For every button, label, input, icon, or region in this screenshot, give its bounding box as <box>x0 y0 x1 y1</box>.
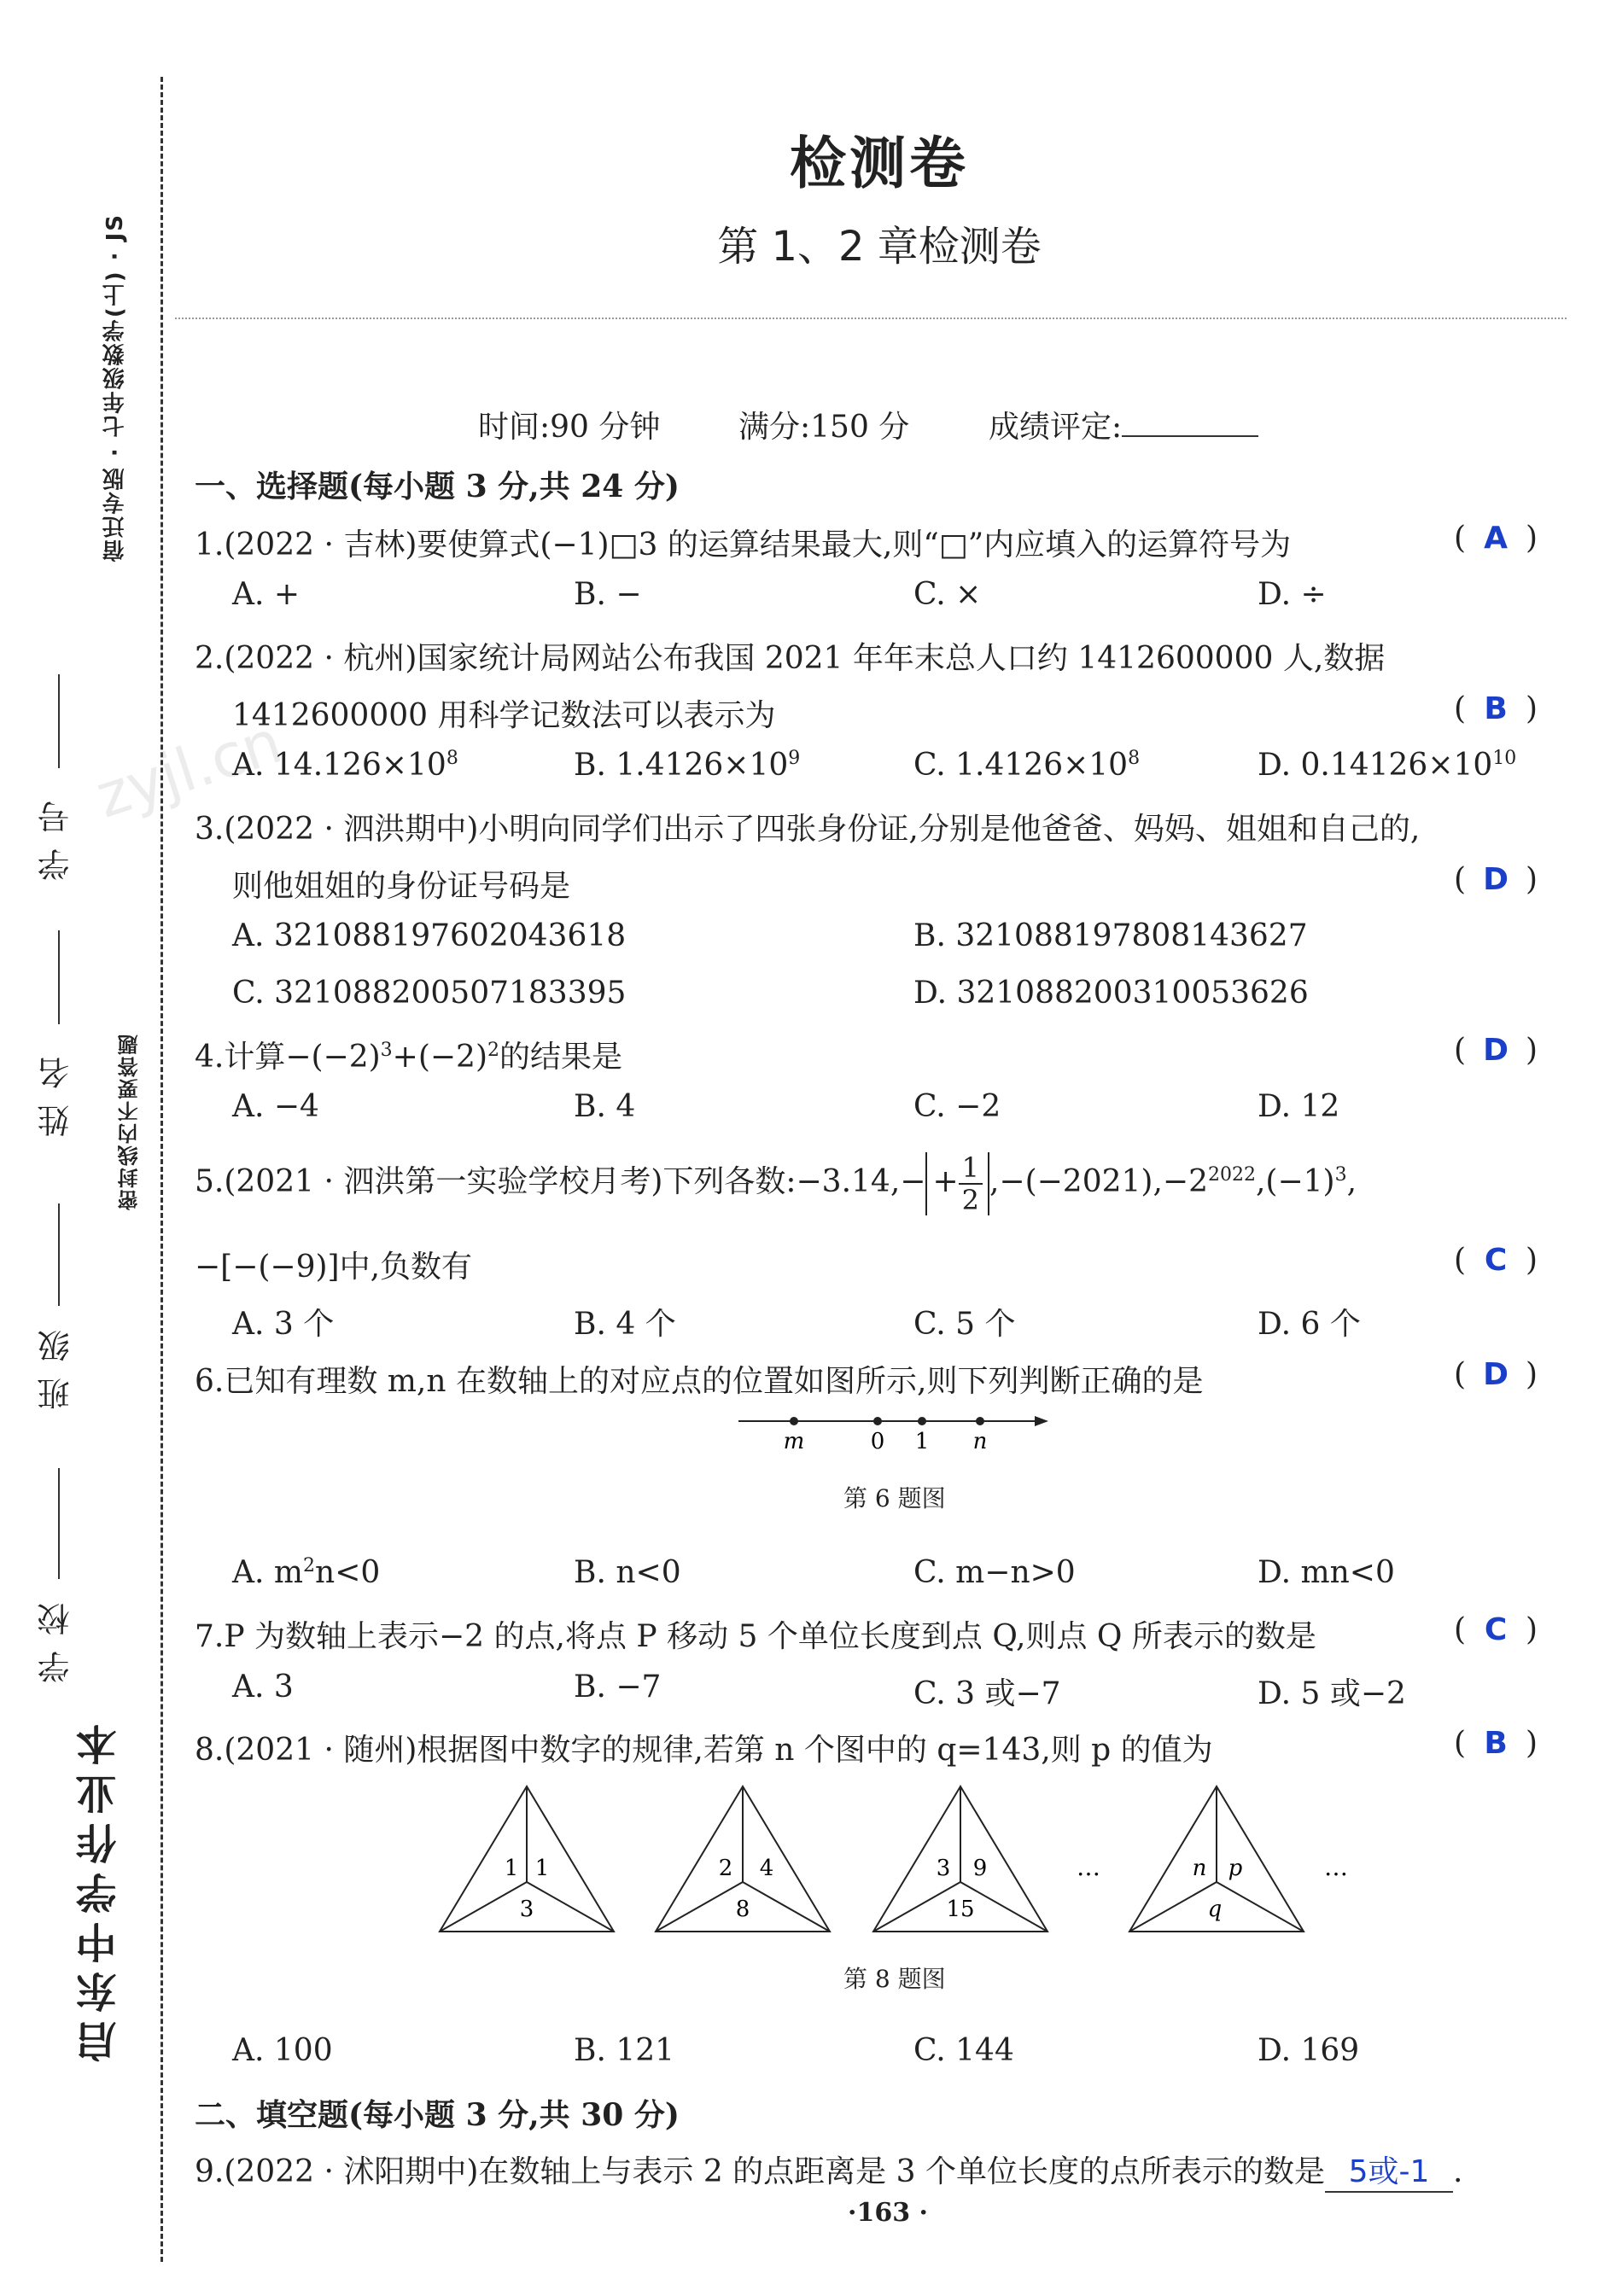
q2-option-c: C. $1.4126\times 10^8$ <box>913 748 1141 783</box>
class-line <box>58 1203 60 1306</box>
q1-answer-bracket: ( A ) <box>1454 521 1538 556</box>
q2-option-d: D. $0.14126\times 10^{10}$ <box>1258 748 1517 783</box>
q6-option-c: C. m−n>0 <box>913 1555 1076 1590</box>
q6-option-a: A. $m^2n<0$ <box>232 1555 381 1590</box>
q9-stem-row: 9.(2022 · 沭阳期中)在数轴上与表示 2 的点距离是 3 个单位长度的点所表示的数是 5或-1 . <box>195 2147 1462 2193</box>
series-name: 启东中学作业本 <box>76 1716 124 2062</box>
header-divider <box>175 318 1567 319</box>
q4-stem: 4.计算$-(-2)^3+(-2)^2$的结果是 <box>195 1040 623 1075</box>
q3-option-d: D. 321088200310053626 <box>913 976 1309 1011</box>
q6-answer: D <box>1483 1357 1509 1392</box>
q6-stem: 6.已知有理数 m,n 在数轴上的对应点的位置如图所示,则下列判断正确的是 <box>195 1364 1204 1399</box>
q3-stem-line2: 则他姐姐的身份证号码是 <box>232 869 571 904</box>
exam-time: 时间:90 分钟 <box>478 410 661 445</box>
q4-option-d: D. 12 <box>1258 1089 1340 1124</box>
q4-option-b: B. 4 <box>574 1089 636 1124</box>
q6-number-line <box>734 1404 1059 1455</box>
q5-option-b: B. 4 个 <box>574 1307 676 1342</box>
q3-option-c: C. 321088200507183395 <box>232 976 627 1011</box>
triangle-1 <box>440 1786 614 1932</box>
q5-absolute-value: + $\frac{1}{2}$ <box>925 1152 989 1215</box>
seal-note: 密封线内不要答题 <box>118 1033 142 1210</box>
triangle-3 <box>873 1786 1048 1932</box>
q8-option-b: B. 121 <box>574 2033 675 2068</box>
page-title: 检测卷 <box>790 131 969 196</box>
q9-fill-answer[interactable]: 5或-1 <box>1325 2147 1453 2193</box>
q1-option-a: A. + <box>232 577 301 612</box>
triangle-n-right: p <box>1228 1856 1243 1881</box>
point-1 <box>918 1417 926 1425</box>
q2-option-a: A. $14.126\times 10^8$ <box>232 748 458 783</box>
name-line <box>58 930 60 1024</box>
q6-option-b: B. n<0 <box>574 1555 681 1590</box>
q8-option-d: D. 169 <box>1258 2033 1360 2068</box>
page-number: ·163 · <box>848 2198 928 2228</box>
q4-answer-bracket: ( D ) <box>1454 1033 1538 1068</box>
student-no-label: 学号 <box>38 785 75 881</box>
section-2-title: 二、填空题(每小题 3 分,共 30 分) <box>195 2097 680 2133</box>
q4-option-c: C. −2 <box>913 1089 1001 1124</box>
q2-stem-line2: 1412600000 用科学记数法可以表示为 <box>232 698 776 733</box>
q8-caption: 第 8 题图 <box>843 1965 946 1993</box>
school-line <box>58 1468 60 1579</box>
label-0: 0 <box>870 1429 885 1454</box>
edition-label: 宿迁专版 · 七年级数学(上) · JS <box>102 213 128 562</box>
q8-option-c: C. 144 <box>913 2033 1014 2068</box>
q7-option-c: C. 3 或−7 <box>913 1676 1061 1711</box>
grade-field <box>989 403 1258 446</box>
triangle-3-right: 9 <box>972 1856 988 1881</box>
name-label: 姓名 <box>38 1041 75 1137</box>
q7-answer-bracket: ( C ) <box>1454 1612 1538 1647</box>
triangle-3-left: 3 <box>936 1856 951 1881</box>
q2-stem-line1: 2.(2022 · 杭州)国家统计局网站公布我国 2021 年年末总人口约 1412600000 人,数据 <box>195 641 1386 676</box>
q5-answer: C <box>1484 1243 1508 1278</box>
q3-option-b: B. 321088197808143627 <box>913 918 1308 953</box>
q7-stem: 7.P 为数轴上表示−2 的点,将点 P 移动 5 个单位长度到点 Q,则点 Q 所表示的数是 <box>195 1619 1316 1654</box>
grade-label: 成绩评定: <box>989 410 1123 445</box>
triangle-2-bottom: 8 <box>735 1897 750 1922</box>
class-label: 班级 <box>38 1314 75 1410</box>
q6-answer-bracket: ( D ) <box>1454 1357 1538 1392</box>
student-no-line <box>58 674 60 768</box>
q1-option-b: B. − <box>574 577 642 612</box>
q5-option-a: A. 3 个 <box>232 1307 335 1342</box>
q2-answer: B <box>1484 691 1508 726</box>
point-n <box>976 1417 984 1425</box>
school-label: 学校 <box>38 1588 75 1683</box>
section-1-title: 一、选择题(每小题 3 分,共 24 分) <box>195 469 680 504</box>
page-subtitle: 第 1、2 章检测卷 <box>717 223 1042 271</box>
q5-option-d: D. 6 个 <box>1258 1307 1361 1342</box>
label-1: 1 <box>914 1429 930 1454</box>
q6-option-d: D. mn<0 <box>1258 1555 1395 1590</box>
seal-dashed-line <box>160 77 163 2262</box>
q8-answer-bracket: ( B ) <box>1454 1726 1538 1761</box>
triangle-2 <box>656 1786 830 1932</box>
q7-option-a: A. 3 <box>232 1670 294 1705</box>
q1-stem: 1.(2022 · 吉林)要使算式(−1)□3 的运算结果最大,则“□”内应填入的运算符号为 <box>195 527 1292 562</box>
triangle-1-left: 1 <box>504 1856 519 1881</box>
q1-option-d: D. ÷ <box>1258 577 1327 612</box>
triangle-1-right: 1 <box>534 1856 550 1881</box>
ellipsis-1: … <box>1077 1853 1100 1881</box>
triangle-n-bottom: q <box>1207 1897 1223 1922</box>
q8-answer: B <box>1484 1726 1508 1761</box>
q5-answer-bracket: ( C ) <box>1454 1243 1538 1278</box>
q3-answer-bracket: ( D ) <box>1454 862 1538 897</box>
triangle-2-right: 4 <box>759 1856 774 1881</box>
q5-stem-line2: −[−(−9)]中,负数有 <box>195 1250 473 1285</box>
point-m <box>790 1417 798 1425</box>
q3-option-a: A. 321088197602043618 <box>232 918 627 953</box>
q8-option-a: A. 100 <box>232 2033 333 2068</box>
q7-answer: C <box>1484 1612 1508 1647</box>
number-line-arrow <box>1035 1416 1048 1426</box>
grade-blank[interactable] <box>1122 435 1258 437</box>
exam-full-score: 满分:150 分 <box>738 410 910 445</box>
q5-option-c: C. 5 个 <box>913 1307 1016 1342</box>
q7-option-b: B. −7 <box>574 1670 662 1705</box>
q2-option-b: B. $1.4126\times 10^9$ <box>574 748 801 783</box>
ellipsis-2: … <box>1324 1853 1348 1881</box>
q3-answer: D <box>1483 862 1509 897</box>
label-m: m <box>783 1429 805 1454</box>
triangle-n-left: n <box>1192 1856 1207 1881</box>
triangle-1-bottom: 3 <box>519 1897 534 1922</box>
q3-stem-line1: 3.(2022 · 泗洪期中)小明向同学们出示了四张身份证,分别是他爸爸、妈妈、姐姐和自己的, <box>195 812 1421 847</box>
q5-stem-line1: 5.(2021 · 泗洪第一实验学校月考)下列各数:−3.14,− + $\frac{1}{2}$ $,-(-2021),-2^{2022},(-1)^3$, <box>195 1151 1357 1216</box>
triangle-3-bottom: 15 <box>946 1897 975 1922</box>
watermark: zyjl.cn <box>87 706 290 832</box>
q8-triangle-figures <box>431 1780 1404 1938</box>
q6-caption: 第 6 题图 <box>843 1484 946 1512</box>
q8-stem: 8.(2021 · 随州)根据图中数字的规律,若第 n 个图中的 q=143,则 p 的值为 <box>195 1733 1213 1768</box>
q4-answer: D <box>1483 1033 1509 1068</box>
q1-answer: A <box>1484 521 1508 556</box>
q2-answer-bracket: ( B ) <box>1454 691 1538 726</box>
label-n: n <box>972 1429 988 1454</box>
q4-option-a: A. −4 <box>232 1089 319 1124</box>
triangle-n <box>1129 1786 1304 1932</box>
q1-option-c: C. × <box>913 577 982 612</box>
q9-stem: 9.(2022 · 沭阳期中)在数轴上与表示 2 的点距离是 3 个单位长度的点所表示的数是 <box>195 2154 1325 2189</box>
q7-option-d: D. 5 或−2 <box>1258 1676 1406 1711</box>
triangle-2-left: 2 <box>718 1856 733 1881</box>
point-0 <box>873 1417 882 1425</box>
